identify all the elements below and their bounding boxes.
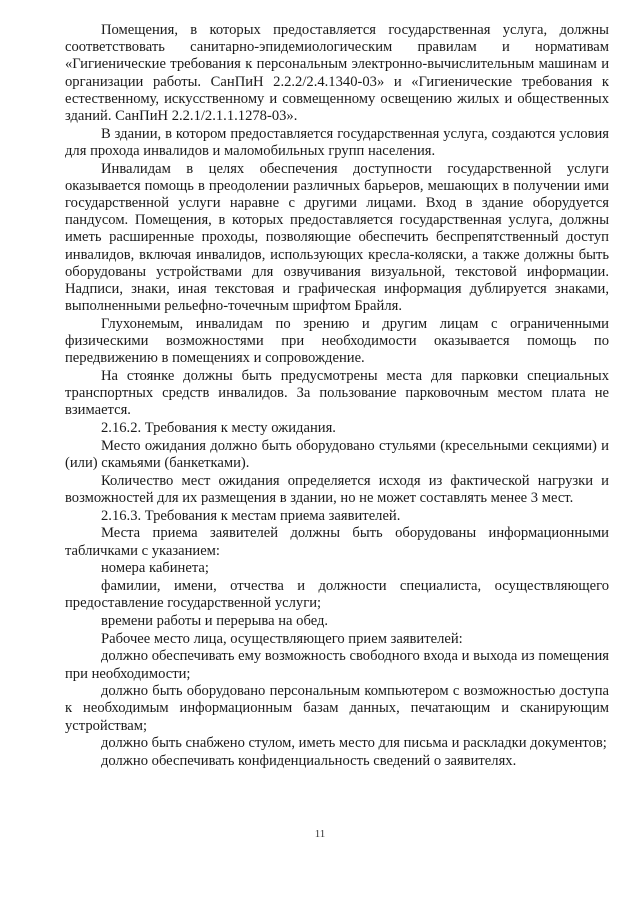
paragraph-disabled-assistance: Инвалидам в целях обеспечения доступности государственной услуги оказывается помощь в преодолении различных барьеров, мешающих в получении ими государственной услуги наравне с другими лицами. Вход в здание оборудуется пандусом. Помещения, в которых предоставляется государственная услуга, должны иметь расширенные проходы, позволяющие обеспечить беспрепятственный доступ инвалидов, включая инвалидов, использующих кресла-коляски, а также должны быть оборудованы устройствами для озвучивания визуальной, текстовой информации. Надписи, знаки, иная текстовая и графическая информация дублируется знаками, выполненными рельефно-точечным шрифтом Брайля. — [65, 160, 609, 315]
paragraph-waiting-capacity: Количество мест ожидания определяется исходя из фактической нагрузки и возможностей для их размещения в здании, но не может составлять менее 3 мест. — [65, 472, 609, 506]
paragraph-deaf-blind-assistance: Глухонемым, инвалидам по зрению и другим лицам с ограниченными физическими возможностями при необходимости оказывается помощь по передвижению в помещениях и сопровождение. — [65, 315, 609, 367]
list-item-chair-and-desk: должно быть снабжено стулом, иметь место для письма и раскладки документов; — [101, 735, 607, 752]
list-item-office-number: номера кабинета; — [101, 560, 209, 577]
section-heading-reception-area: 2.16.3. Требования к местам приема заявителей. — [101, 507, 401, 524]
section-heading-waiting-area: 2.16.2. Требования к месту ожидания. — [101, 420, 336, 437]
paragraph-sanitary-requirements: Помещения, в которых предоставляется государственная услуга, должны соответствовать санитарно-эпидемиологическим правилам и нормативам «Гигиенические требования к персональным электронно-вычислительным машинам и организации работы. СанПиН 2.2.2/2.4.1340-03» и «Гигиенические требования к естественному, искусственному и совмещенному освещению жилых и общественных зданий. СанПиН 2.2.1/2.1.1.1278-03». — [65, 22, 609, 125]
document-body — [65, 22, 609, 771]
list-item-free-entry: должно обеспечивать ему возможность свободного входа и выхода из помещения при необходимости; — [65, 648, 609, 682]
list-item-computer-equipment: должно быть оборудовано персональным компьютером с возможностью доступа к необходимым информационным базам данных, печатающим и сканирующим устройствам; — [65, 683, 609, 734]
paragraph-waiting-seating: Место ожидания должно быть оборудовано стульями (кресельными секциями) и (или) скамьями (банкетками). — [65, 437, 609, 472]
list-item-confidentiality: должно обеспечивать конфиденциальность сведений о заявителях. — [101, 753, 517, 770]
list-item-working-hours: времени работы и перерыва на обед. — [101, 612, 329, 629]
list-item-specialist-name: фамилии, имени, отчества и должности специалиста, осуществляющего предоставление государственной услуги; — [65, 578, 609, 612]
paragraph-parking: На стоянке должны быть предусмотрены места для парковки специальных транспортных средств инвалидов. За пользование парковочным местом плата не взимается. — [65, 368, 609, 419]
page-number: 11 — [314, 828, 326, 840]
paragraph-reception-signage: Места приема заявителей должны быть оборудованы информационными табличками с указанием: — [65, 525, 609, 559]
paragraph-workplace-intro: Рабочее место лица, осуществляющего прием заявителей: — [101, 630, 463, 647]
paragraph-accessibility-conditions: В здании, в котором предоставляется государственная услуга, создаются условия для прохода инвалидов и маломобильных групп населения. — [65, 125, 609, 159]
